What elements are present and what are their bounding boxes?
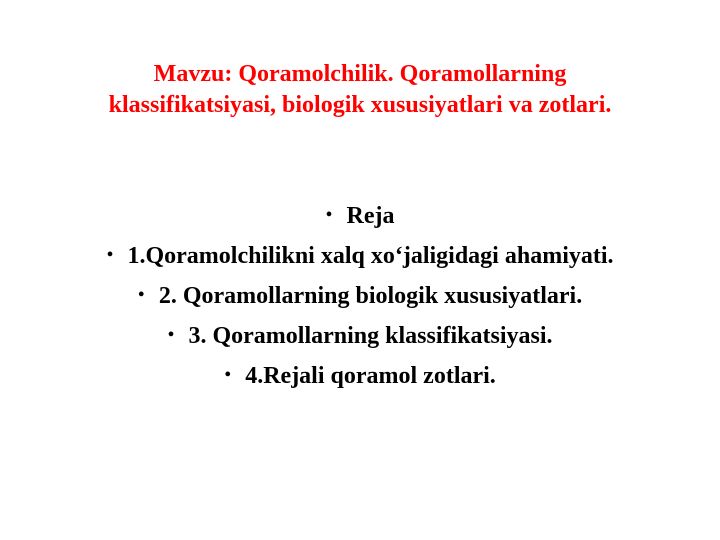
outline-item-text: 2. Qoramollarning biologik xususiyatlari.: [158, 283, 583, 309]
slide-title: [20, 59, 700, 121]
outline-item-3: [20, 316, 700, 356]
bullet-dot-icon: •: [106, 244, 114, 266]
bullet-dot-icon: •: [224, 364, 232, 386]
outline-item-1: [20, 236, 700, 276]
outline-item-4: [20, 356, 700, 396]
outline-item-2: [20, 276, 700, 316]
bullet-dot-icon: •: [325, 204, 333, 226]
slide-title-line-1: Mavzu: Qoramolchilik. Qoramollarning: [153, 61, 567, 87]
outline-item-text: 3. Qoramollarning klassifikatsiyasi.: [188, 323, 553, 349]
outline-item-reja: [20, 196, 700, 236]
outline-item-text: 4.Rejali qoramol zotlari.: [245, 363, 496, 389]
slide-title-line-2: klassifikatsiyasi, biologik xususiyatlari va zotlari.: [108, 92, 612, 118]
bullet-dot-icon: •: [137, 284, 145, 306]
bullet-dot-icon: •: [167, 324, 175, 346]
outline-list: [20, 196, 700, 396]
outline-item-text: Reja: [346, 203, 395, 229]
outline-item-text: 1.Qoramolchilikni xalq xo‘jaligidagi ahamiyati.: [127, 243, 614, 269]
